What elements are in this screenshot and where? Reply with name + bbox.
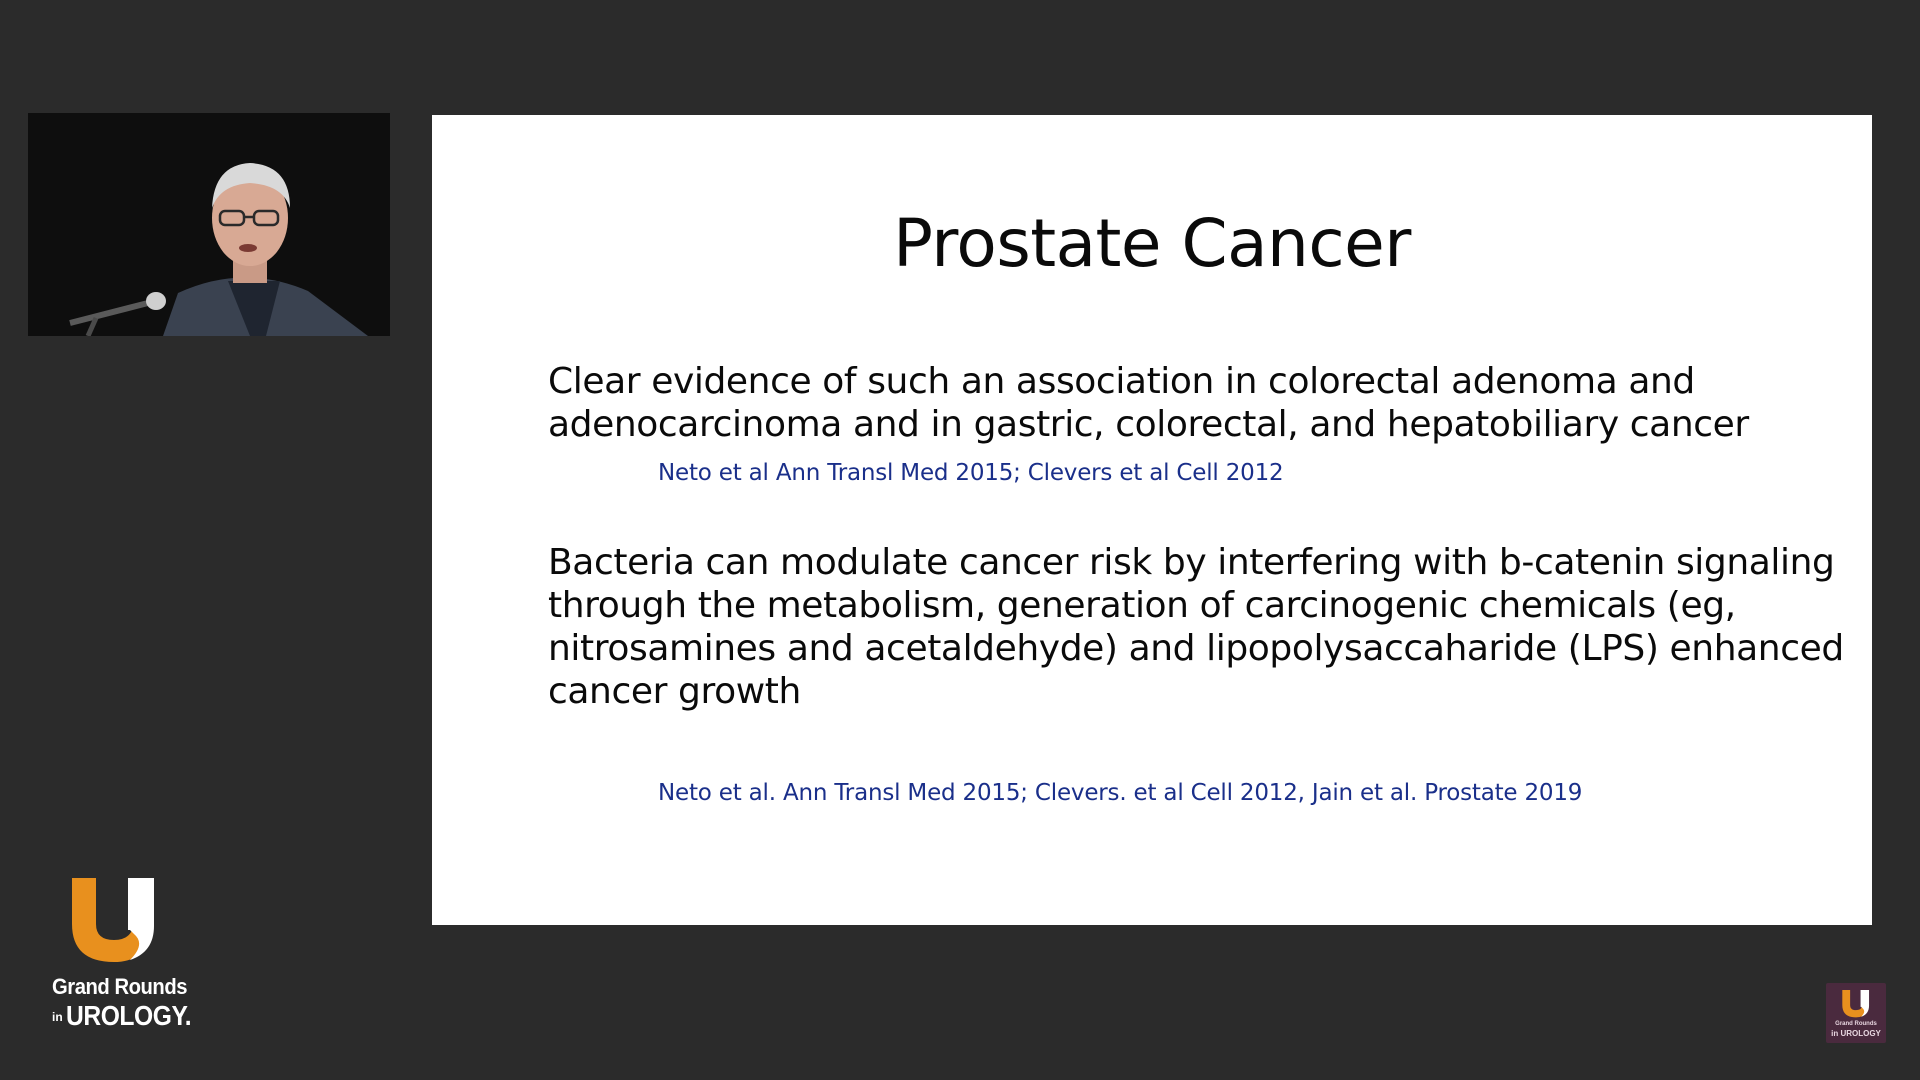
- slide-bullet-2: Bacteria can modulate cancer risk by interfering with b-catenin signaling through the metabolism, generation of carcinogenic chemicals (eg, nitrosamines and acetaldehyde) and lipopolysaccaharide (LPS) enhanced cancer growth: [548, 542, 1844, 712]
- grand-rounds-u-logo-icon: [68, 872, 160, 964]
- brand-line-1: Grand Rounds: [52, 974, 188, 999]
- brand-line-2: UROLOGY.: [66, 1000, 192, 1031]
- speaker-video-frame: [28, 113, 390, 336]
- corner-watermark: [1826, 983, 1886, 1043]
- brand-in: in: [52, 1010, 63, 1024]
- speaker-video[interactable]: [28, 113, 390, 336]
- brand-logo: [46, 872, 196, 1037]
- watermark-line-2: in UROLOGY: [1831, 1029, 1881, 1038]
- presentation-slide: [432, 115, 1872, 925]
- slide-title: Prostate Cancer: [893, 205, 1411, 282]
- grand-rounds-u-logo-small-icon: [1841, 988, 1871, 1018]
- slide-bullet-1: Clear evidence of such an association in colorectal adenoma and adenocarcinoma and in gastric, colorectal, and hepatobiliary cancer: [548, 361, 1749, 445]
- slide-citation-1: Neto et al Ann Transl Med 2015; Clevers et al Cell 2012: [658, 460, 1284, 486]
- watermark-line-1: Grand Rounds: [1835, 1021, 1877, 1027]
- slide-citation-2: Neto et al. Ann Transl Med 2015; Clevers. et al Cell 2012, Jain et al. Prostate 2019: [658, 780, 1583, 806]
